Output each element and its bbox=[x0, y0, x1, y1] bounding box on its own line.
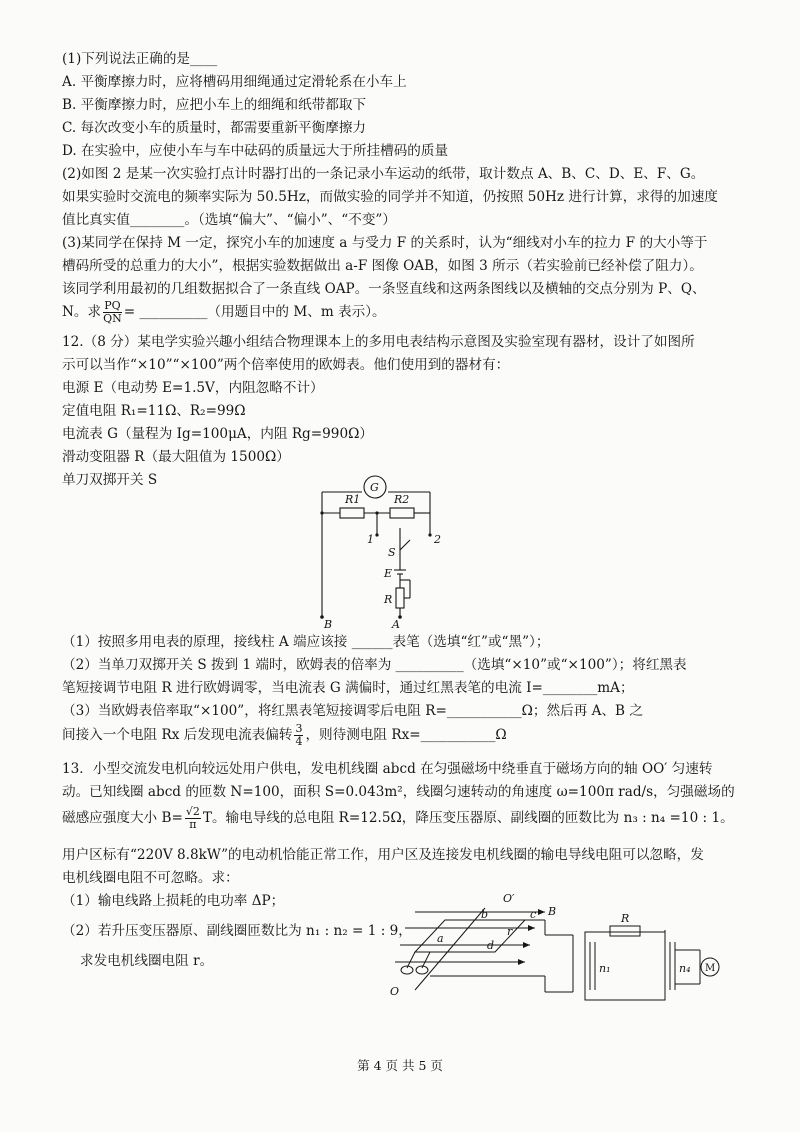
q13-intro-line2: 动。已知线圈 abcd 的匝数 N=100，面积 S=0.043m²，线圈匀速转动的角速度 ω=100π rad/s，匀强磁场的 bbox=[62, 784, 735, 800]
option-b: B. 平衡摩擦力时，应把小车上的细绳和纸带都取下 bbox=[62, 97, 367, 113]
motor-label: M bbox=[705, 963, 716, 974]
fraction-root2-pi: $\frac{√2}{\pi}$ bbox=[185, 805, 200, 831]
galvanometer-label: G bbox=[370, 481, 379, 494]
axis-o-label: O bbox=[390, 985, 400, 998]
equipment-resistors: 定值电阻 R₁=11Ω、R₂=99Ω bbox=[62, 403, 246, 419]
n1-label: n₁ bbox=[599, 962, 611, 975]
coil-b-label: b bbox=[481, 908, 489, 921]
q12-part1: （1）按照多用电表的原理，接线柱 A 端应该接 ______表笔（选填“红”或“黑”）； bbox=[62, 634, 550, 650]
rheostat-label: R bbox=[384, 593, 393, 606]
option-c: C. 每次改变小车的质量时，都需要重新平衡摩擦力 bbox=[62, 120, 367, 136]
q12-part3-line2: 间接入一个电阻 Rx 后发现电流表偏转 $\frac{3}{4}$ ，则待测电阻 Rx=___________Ω bbox=[62, 722, 507, 748]
q12-part2-line2: 笔短接调节电阻 R 进行欧姆调零，当电流表 G 满偏时，通过红黑表笔的电流 I=________mA； bbox=[62, 680, 634, 696]
option-a: A. 平衡摩擦力时，应将槽码用细绳通过定滑轮系在小车上 bbox=[62, 74, 407, 90]
option-d: D. 在实验中，应使小车与车中砝码的质量远大于所挂槽码的质量 bbox=[62, 143, 449, 159]
q11-part3-line1: (3)某同学在保持 M 一定，探究小车的加速度 a 与受力 F 的关系时，认为“细线对小车的拉力 F 的大小等于 bbox=[62, 235, 708, 251]
q13-intro-line3: 磁感应强度大小 B= $\frac{√2}{\pi}$ T。输电导线的总电阻 R=12.5Ω，降压变压器原、副线圈的匝数比为 n₃ : n₄ =10 : 1。 bbox=[62, 805, 734, 831]
terminal-1-label: 1 bbox=[367, 533, 374, 546]
q11-part2-line3: 值比真实值________。（选填“偏大”、“偏小”、“不变”） bbox=[62, 212, 396, 228]
q13-part2-line2: 求发电机线圈电阻 r。 bbox=[80, 953, 214, 969]
q11-part1: (1)下列说法正确的是____ bbox=[62, 51, 218, 67]
coil-d-label: d bbox=[487, 939, 495, 952]
equipment-rheostat: 滑动变阻器 R（最大阻值为 1500Ω） bbox=[62, 449, 290, 465]
field-b-label: B bbox=[548, 905, 557, 918]
axis-o-prime-label: O′ bbox=[503, 892, 515, 905]
coil-a-label: a bbox=[437, 932, 444, 945]
fraction-three-quarters: $\frac{3}{4}$ bbox=[295, 722, 303, 748]
switch-label: S bbox=[388, 546, 396, 559]
equipment-ammeter: 电流表 G（量程为 Ig=100μA，内阻 Rg=990Ω） bbox=[62, 426, 373, 442]
source-label: E bbox=[384, 567, 393, 580]
line-resistor-label: R bbox=[621, 912, 630, 925]
q13-part2-line1: （2）若升压变压器原、副线圈匝数比为 n₁ : n₂ = 1 : 9， bbox=[62, 923, 412, 939]
r1-label: R1 bbox=[345, 493, 361, 506]
terminal-a-label: A bbox=[392, 618, 400, 630]
resistance-r-label: r bbox=[507, 925, 513, 938]
equipment-switch: 单刀双掷开关 S bbox=[62, 472, 158, 488]
ohmmeter-circuit-diagram bbox=[300, 470, 470, 630]
q13-intro-line1: 13．小型交流发电机向较远处用户供电，发电机线圈 abcd 在匀强磁场中绕垂直于磁场方向的轴 OO′ 匀速转 bbox=[62, 761, 713, 777]
r2-label: R2 bbox=[394, 493, 410, 506]
q12-part3-line1: （3）当欧姆表倍率取“×100”，将红黑表笔短接调零后电阻 R=___________Ω；然后再 A、B 之 bbox=[62, 703, 643, 719]
q13-intro-line5: 电机线圈电阻不可忽略。求： bbox=[62, 870, 239, 886]
terminal-2-label: 2 bbox=[434, 533, 441, 546]
q12-intro-line1: 12.（8 分）某电学实验兴趣小组结合物理课本上的多用电表结构示意图及实验室现有器材，设计了如图所 bbox=[62, 334, 695, 350]
n4-label: n₄ bbox=[679, 962, 691, 975]
page-footer: 第 4 页 共 5 页 bbox=[357, 1058, 443, 1073]
generator-transmission-diagram bbox=[385, 890, 725, 1010]
q11-part2-line1: (2)如图 2 是某一次实验打点计时器打出的一条记录小车运动的纸带，取计数点 A、B、C、D、E、F、G。 bbox=[62, 166, 705, 182]
q13-part1: （1）输电线路上损耗的电功率 ΔP； bbox=[62, 893, 285, 909]
q11-part3-line2: 槽码所受的总重力的大小”，根据实验数据做出 a-F 图像 OAB，如图 3 所示（若实验前已经补偿了阻力）。 bbox=[62, 258, 703, 274]
q11-part3-line4: N。求 $\frac{PQ}{QN}$ = __________（用题目中的 M、m 表示）。 bbox=[62, 299, 386, 325]
q11-part3-line3: 该同学利用最初的几组数据拟合了一条直线 OAP。一条竖直线和这两条图线以及横轴的交点分别为 P、Q、 bbox=[62, 281, 706, 297]
q11-part2-line2: 如果实验时交流电的频率实际为 50.5Hz，而做实验的同学并不知道，仍按照 50Hz 进行计算，求得的加速度 bbox=[62, 189, 718, 205]
equipment-source: 电源 E（电动势 E=1.5V，内阻忽略不计） bbox=[62, 380, 324, 396]
q13-intro-line4: 用户区标有“220V 8.8kW”的电动机恰能正常工作，用户区及连接发电机线圈的输电导线电阻可以忽略，发 bbox=[62, 847, 704, 863]
coil-c-label: c bbox=[530, 908, 537, 921]
q12-intro-line2: 示可以当作“×10”“×100”两个倍率使用的欧姆表。他们使用到的器材有： bbox=[62, 357, 510, 373]
fraction-pq-qn: $\frac{PQ}{QN}$ bbox=[103, 299, 122, 325]
terminal-b-label: B bbox=[324, 618, 333, 630]
q12-part2-line1: （2）当单刀双掷开关 S 拨到 1 端时，欧姆表的倍率为 __________（选填“×10”或“×100”）；将红黑表 bbox=[62, 657, 687, 673]
